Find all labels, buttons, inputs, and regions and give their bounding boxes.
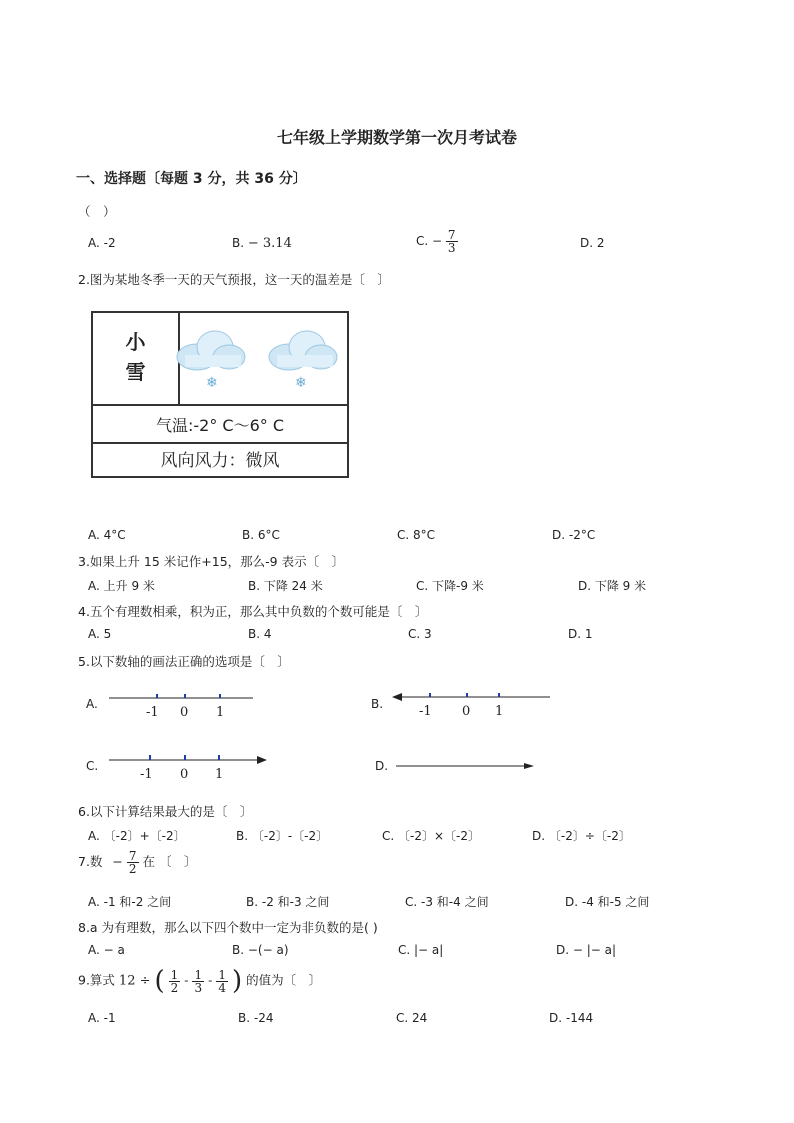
tick-label: -1	[140, 767, 153, 782]
q1-option-c-label: C.	[416, 234, 429, 248]
section-heading: 一、选择题〔每题 3 分，共 36 分〕	[76, 171, 307, 187]
q9-option-c[interactable]: C. 24	[396, 1011, 428, 1025]
q1-option-c-sign: −	[432, 234, 443, 248]
question-6-text: 6.以下计算结果最大的是〔 〕	[78, 804, 253, 819]
q7-option-b[interactable]: B. -2 和-3 之间	[246, 895, 330, 909]
tick-label: 1	[215, 767, 224, 782]
tick-label: -1	[146, 705, 159, 720]
number-line-b	[390, 687, 555, 721]
q1-option-d[interactable]: D. 2	[580, 236, 605, 250]
q9-prefix: 9.算式	[78, 972, 115, 988]
weather-temperature: 气温:-2° C～6° C	[93, 404, 347, 446]
snow-cloud-icon	[171, 325, 249, 395]
q5-option-c[interactable]: C.	[86, 759, 99, 773]
q1-option-b-value: − 3.14	[247, 236, 292, 251]
question-3-text: 3.如果上升 15 米记作+15，那么-9 表示〔 〕	[78, 554, 345, 569]
q9-option-a[interactable]: A. -1	[88, 1011, 116, 1025]
q9-minus: -	[208, 972, 213, 988]
q3-option-a[interactable]: A. 上升 9 米	[88, 579, 155, 593]
q1-option-c[interactable]	[416, 229, 458, 254]
weather-label-line2: 雪	[125, 360, 146, 384]
q7-prefix: 7.数	[78, 854, 103, 869]
q4-option-c[interactable]: C. 3	[408, 627, 432, 641]
q4-option-b[interactable]: B. 4	[248, 627, 272, 641]
fraction-denominator: 4	[218, 980, 226, 995]
fraction-numerator: 1	[194, 967, 203, 982]
q4-option-d[interactable]: D. 1	[568, 627, 593, 641]
fraction-numerator: 1	[218, 967, 226, 982]
q9-left-paren: (	[154, 966, 165, 996]
q9-option-b[interactable]: B. -24	[238, 1011, 274, 1025]
q2-option-c[interactable]: C. 8°C	[397, 528, 436, 542]
q7-fraction	[127, 850, 139, 875]
number-line-a	[105, 688, 257, 722]
q7-option-a[interactable]: A. -1 和-2 之间	[88, 895, 172, 909]
tick-label: 1	[216, 705, 225, 720]
q7-sign: −	[112, 854, 123, 869]
q5-option-d[interactable]: D.	[375, 759, 389, 773]
question-1-text: （ ）	[78, 204, 116, 219]
q3-option-c[interactable]: C. 下降-9 米	[416, 579, 484, 593]
q1-option-c-fraction	[446, 229, 458, 254]
q2-option-a[interactable]: A. 4°C	[88, 528, 126, 542]
q1-option-a[interactable]: A. -2	[88, 236, 116, 250]
page-title: 七年级上学期数学第一次月考试卷	[276, 128, 517, 147]
fraction-denominator: 3	[447, 241, 456, 255]
weather-forecast-image	[91, 311, 349, 478]
tick-label: 0	[180, 705, 189, 720]
weather-wind: 风向风力：微风	[93, 442, 347, 478]
q5-option-b[interactable]: B.	[371, 697, 384, 711]
q8-option-b[interactable]: B. −(− a)	[232, 943, 289, 957]
fraction-numerator: 1	[170, 967, 179, 982]
q3-option-d[interactable]: D. 下降 9 米	[578, 579, 647, 593]
q3-option-b[interactable]: B. 下降 24 米	[248, 579, 323, 593]
svg-text:❄: ❄	[295, 375, 307, 391]
tick-label: 1	[495, 704, 504, 719]
q7-suffix: 在 〔 〕	[142, 854, 197, 869]
q9-minus: -	[184, 972, 189, 988]
q8-option-c[interactable]: C. |− a|	[398, 943, 444, 957]
q7-option-c[interactable]: C. -3 和-4 之间	[405, 895, 489, 909]
number-line-d	[392, 760, 540, 772]
number-line-c	[105, 750, 270, 784]
q9-option-d[interactable]: D. -144	[549, 1011, 594, 1025]
q9-fraction-1	[169, 969, 181, 994]
fraction-denominator: 2	[170, 980, 179, 995]
fraction-denominator: 3	[194, 980, 203, 995]
fraction-numerator: 7	[128, 849, 137, 863]
q9-suffix: 的值为〔 〕	[246, 972, 322, 988]
question-2-text: 2.图为某地冬季一天的天气预报，这一天的温差是〔 〕	[78, 272, 390, 287]
svg-text:❄: ❄	[206, 375, 218, 391]
q8-option-a[interactable]: A. − a	[88, 943, 125, 957]
q1-option-b[interactable]	[232, 236, 292, 251]
q9-expr-lead: 12 ÷	[118, 973, 151, 989]
question-7-text	[78, 850, 197, 875]
q6-option-c[interactable]: C. 〔-2〕×〔-2〕	[382, 829, 480, 843]
q5-option-a[interactable]: A.	[86, 697, 98, 711]
tick-label: 0	[180, 767, 189, 782]
question-9-text	[78, 966, 321, 996]
q8-option-d[interactable]: D. − |− a|	[556, 943, 617, 957]
q6-option-a[interactable]: A. 〔-2〕+〔-2〕	[88, 829, 186, 843]
fraction-denominator: 2	[128, 862, 137, 876]
tick-label: -1	[419, 704, 432, 719]
question-5-text: 5.以下数轴的画法正确的选项是〔 〕	[78, 654, 290, 669]
fraction-numerator: 7	[447, 228, 456, 242]
q7-option-d[interactable]: D. -4 和-5 之间	[565, 895, 650, 909]
tick-label: 0	[462, 704, 471, 719]
q2-option-b[interactable]: B. 6°C	[242, 528, 280, 542]
question-8-text: 8.a 为有理数，那么以下四个数中一定为非负数的是( )	[78, 920, 378, 935]
q9-right-paren: )	[231, 966, 243, 996]
weather-label-line1: 小	[125, 330, 146, 354]
q2-option-d[interactable]: D. -2°C	[552, 528, 596, 542]
q4-option-a[interactable]: A. 5	[88, 627, 112, 641]
q6-option-d[interactable]: D. 〔-2〕÷〔-2〕	[532, 829, 631, 843]
weather-label	[93, 313, 178, 404]
question-4-text: 4.五个有理数相乘，积为正，那么其中负数的个数可能是〔 〕	[78, 604, 428, 619]
q9-fraction-2	[192, 969, 204, 994]
q1-option-b-label: B.	[232, 236, 245, 250]
q6-option-b[interactable]: B. 〔-2〕-〔-2〕	[236, 829, 329, 843]
snow-cloud-icon	[263, 325, 341, 395]
q9-fraction-3	[216, 969, 228, 994]
